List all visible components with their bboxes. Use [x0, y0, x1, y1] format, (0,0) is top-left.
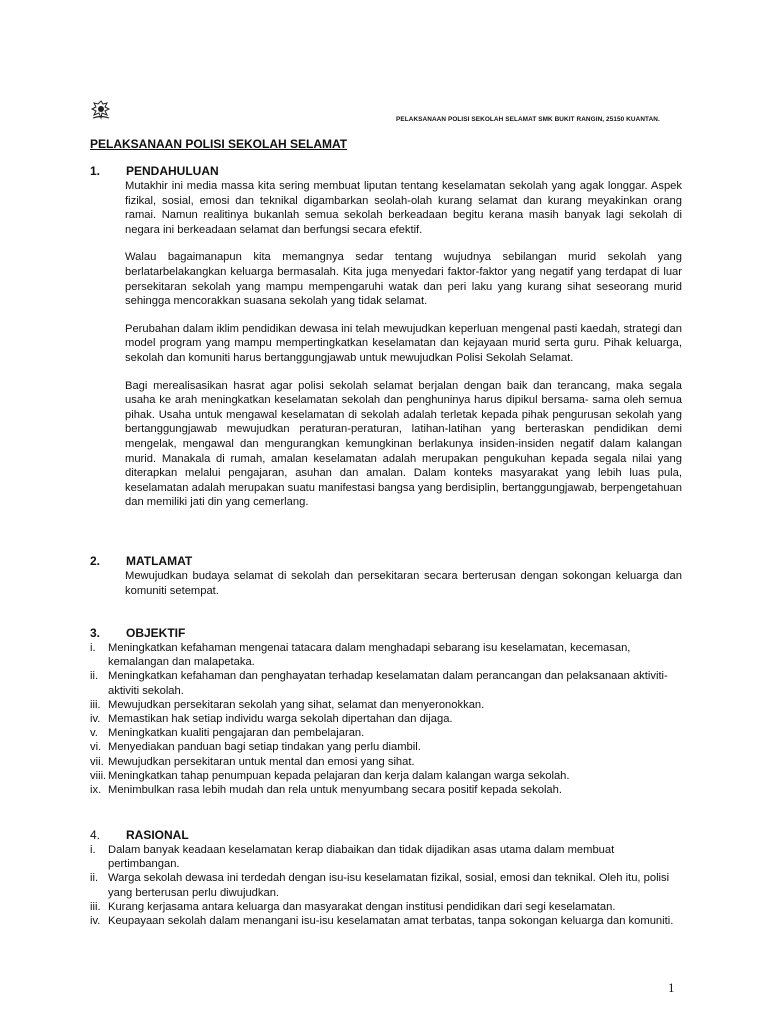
list-item: [90, 871, 682, 899]
list-numeral: vii.: [90, 755, 104, 768]
section-title: RASIONAL: [126, 828, 189, 842]
list-item: [90, 712, 682, 726]
list-item: [90, 914, 682, 928]
section-body: [125, 569, 682, 598]
section-matlamat: [90, 554, 682, 598]
header-note: PELAKSANAAN POLISI SEKOLAH SELAMAT SMK BUKIT RANGIN, 25150 KUANTAN.: [396, 116, 660, 123]
section-title: MATLAMAT: [126, 554, 193, 568]
paragraph: Bagi merealisasikan hasrat agar polisi sekolah selamat berjalan dengan baik dan terancang, maka segala usaha ke arah meningkatkan keselamatan sekolah dan penghuninya harus dipikul bersama- sama oleh semua pihak. Usaha untuk mengawal keselamatan di sekolah adalah terletak kepada pihak pengurusan sekolah yang bertanggungjawab mewujudkan peraturan-peraturan, latihan-latihan yang berteraskan pendidikan demi mengelak, mengawal dan mengurangkan kemungkinan berlakunya insiden-insiden negatif dalam kalangan murid. Manakala di rumah, amalan keselamatan adalah merupakan pengukuhan kepada segala nilai yang diterapkan melalui pengajaran, asuhan dan amalan. Dalam konteks masyarakat yang lebih luas pula, keselamatan adalah merupakan suatu manifestasi bangsa yang berdisiplin, bertanggungjawab, berpengetahuan dan memiliki jati din yang cemerlang.: [125, 379, 682, 509]
list-numeral: ii.: [90, 670, 99, 683]
page-number: 1: [668, 980, 675, 995]
section-body: [125, 179, 682, 510]
section-title: PENDAHULUAN: [126, 164, 219, 178]
document-title: PELAKSANAAN POLISI SEKOLAH SELAMAT: [90, 137, 348, 151]
list-numeral: i.: [90, 844, 96, 856]
paragraph: Mewujudkan budaya selamat di sekolah dan persekitaran secara berterusan dengan sokongan keluarga dan komuniti setempat.: [125, 570, 682, 597]
section-heading: [90, 164, 682, 179]
section-number: 2.: [90, 554, 101, 568]
list-item: [90, 755, 682, 769]
list-item: [90, 740, 682, 754]
list-text: Keupayaan sekolah dalam menangani isu-isu keselamatan amat terbatas, tanpa sokongan keluarga dan komuniti.: [108, 915, 674, 928]
list-item: [90, 669, 682, 697]
paragraph: Perubahan dalam iklim pendidikan dewasa ini telah mewujudkan keperluan mengenal pasti kaedah, strategi dan model program yang mampu mempertingkatkan keselamatan dan kejayaan murid serta guru. Pihak keluarga, sekolah dan komuniti harus bertanggungjawab untuk mewujudkan Polisi Sekolah Selamat.: [125, 322, 682, 364]
list-numeral: ix.: [90, 784, 102, 797]
list-text: Mewujudkan persekitaran sekolah yang sihat, selamat dan menyeronokkan.: [108, 698, 485, 711]
list-item: [90, 641, 682, 669]
list-numeral: v.: [90, 727, 98, 740]
list-item: [90, 843, 682, 871]
list-item: [90, 726, 682, 740]
school-crest-logo: [90, 100, 112, 120]
list-item: [90, 900, 682, 914]
section-number: 1.: [90, 164, 101, 178]
list-numeral: iv.: [90, 915, 101, 928]
section-heading: [90, 626, 682, 641]
rationale-list: [90, 843, 682, 928]
section-pendahuluan: [90, 164, 682, 510]
list-text: Meningkatkan tahap penumpuan kepada pelajaran dan kerja dalam kalangan warga sekolah.: [108, 769, 570, 782]
list-text: Warga sekolah dewasa ini terdedah dengan isu-isu keselamatan fizikal, sosial, emosi dan teknikal. Oleh itu, polisi yang berterusan perlu diwujudkan.: [108, 872, 670, 899]
list-numeral: i.: [90, 642, 96, 654]
list-text: Meningkatkan kefahaman mengenai tatacara dalam menghadapi sebarang isu keselamatan, kecemasan, kemalangan dan malapetaka.: [108, 642, 631, 669]
list-numeral: ii.: [90, 872, 99, 885]
paragraph: Mutakhir ini media massa kita sering membuat liputan tentang keselamatan sekolah yang agak longgar. Aspek fizikal, sosial, emosi dan teknikal digambarkan seolah-olah kurang selamat dan kurang meyakinkan orang ramai. Namun realitinya bukanlah semua sekolah berkeadaan begitu kerana masih banyak lagi sekolah di negara ini berkeadaan selamat dan berfungsi secara efektif.: [125, 180, 682, 236]
section-heading: [90, 828, 682, 843]
list-item: [90, 783, 682, 797]
list-numeral: iii.: [90, 698, 101, 711]
list-numeral: iv.: [90, 713, 101, 726]
paragraph: Walau bagaimanapun kita memangnya sedar tentang wujudnya sebilangan murid sekolah yang berlatarbelakangkan keluarga bermasalah. Kita juga menyedari faktor-faktor yang negatif yang terdapat di luar persekitaran sekolah yang mampu mempengaruhi watak dan peri laku yang kurang sihat seseorang murid sehingga mencorakkan suasana sekolah yang tidak selamat.: [125, 251, 682, 308]
list-text: Menimbulkan rasa lebih mudah dan rela untuk menyumbang secara positif kepada sekolah.: [108, 784, 562, 797]
section-number: 3.: [90, 626, 101, 640]
objective-list: [90, 641, 682, 797]
list-text: Memastikan hak setiap individu warga sekolah dipertahan dan dijaga.: [108, 713, 453, 726]
list-item: [90, 769, 682, 783]
list-text: Menyediakan panduan bagi setiap tindakan yang perlu diambil.: [108, 741, 421, 754]
list-text: Kurang kerjasama antara keluarga dan masyarakat dengan institusi pendidikan dari segi keselamatan.: [108, 900, 616, 913]
list-text: Meningkatkan kualiti pengajaran dan pembelajaran.: [108, 727, 365, 740]
list-numeral: viii.: [90, 769, 107, 782]
section-heading: [90, 554, 682, 569]
section-number: 4.: [90, 828, 101, 842]
section-rasional: [90, 828, 682, 928]
list-numeral: iii.: [90, 900, 101, 913]
list-text: Mewujudkan persekitaran untuk mental dan emosi yang sihat.: [108, 755, 415, 768]
section-title: OBJEKTIF: [126, 626, 186, 640]
list-text: Dalam banyak keadaan keselamatan kerap diabaikan dan tidak dijadikan asas utama dalam membuat pertimbangan.: [108, 844, 615, 871]
list-item: [90, 698, 682, 712]
list-numeral: vi.: [90, 741, 102, 754]
section-objektif: [90, 626, 682, 797]
list-text: Meningkatkan kefahaman dan penghayatan terhadap keselamatan dalam perancangan dan pelaksanaan aktiviti-aktiviti sekolah.: [108, 670, 668, 697]
